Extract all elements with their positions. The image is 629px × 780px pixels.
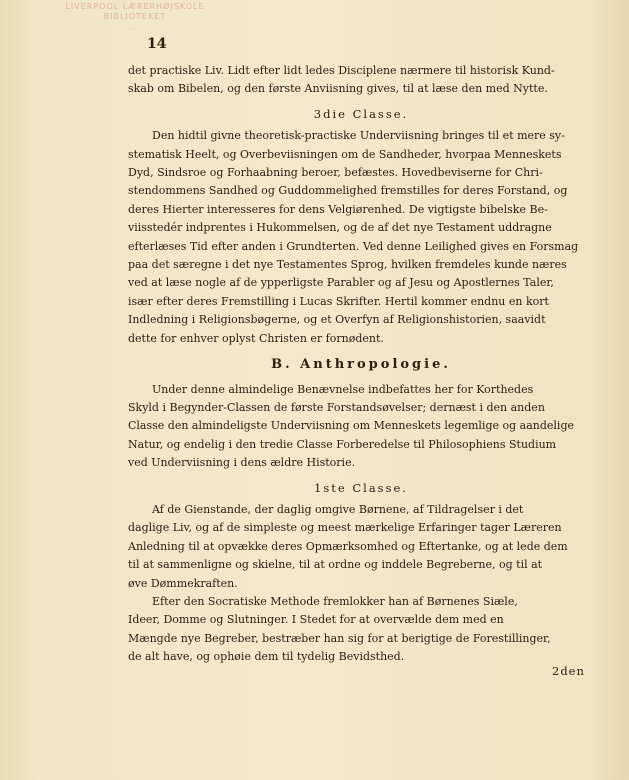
page-number: 14 bbox=[147, 36, 167, 52]
catchword: 2den bbox=[552, 664, 585, 678]
section-heading-anthropologie: B. Anthropologie. bbox=[271, 357, 451, 373]
body-line: især efter deres Fremstilling i Lucas Skrifter. Hertil kommer endnu en kort bbox=[128, 294, 549, 308]
body-line: Af de Gienstande, der daglig omgive Børnene, af Tildragelser i det bbox=[152, 502, 524, 516]
body-line: Den hidtil givne theoretisk-practiske Underviisning bringes til et mere sy- bbox=[152, 129, 565, 143]
body-line: Natur, og endelig i den tredie Classe Forberedelse til Philosophiens Studium bbox=[128, 437, 557, 451]
body-line: Efter den Socratiske Methode fremlokker han af Børnenes Siæle, bbox=[152, 594, 518, 608]
section-heading-1ste-classe: 1ste Classe. bbox=[314, 480, 408, 495]
body-line: Under denne almindelige Benævnelse indbefattes her for Korthedes bbox=[152, 382, 534, 396]
body-line: deres Hierter interesseres for dens Velgiørenhed. De vigtigste bibelske Be- bbox=[128, 202, 548, 216]
body-line: de alt have, og ophøie dem til tydelig Bevidsthed. bbox=[128, 650, 405, 664]
body-line: paa det særegne i det nye Testamentes Sprog, hvilken fremdeles kunde næres bbox=[128, 258, 567, 272]
body-line: Mængde nye Begreber, bestræber han sig for at berigtige de Forestillinger, bbox=[128, 631, 551, 645]
body-line: Ideer, Domme og Slutninger. I Stedet for at overvælde dem med en bbox=[128, 613, 504, 627]
body-line: Dyd, Sindsroe og Forhaabning beroer, befæstes. Hovedbeviserne for Chri- bbox=[128, 166, 543, 180]
body-line: efterlæses Tid efter anden i Grundterten. Ved denne Leilighed gives en Forsmag bbox=[128, 239, 579, 253]
body-line: dette for enhver oplyst Christen er fornødent. bbox=[128, 331, 384, 345]
body-line: Classe den almindeligste Underviisning om Menneskets legemlige og aandelige bbox=[128, 419, 574, 433]
body-line: daglige Liv, og af de simpleste og meest mærkelige Erfaringer tager Læreren bbox=[128, 521, 562, 535]
body-line: Anledning til at opvække deres Opmærksomhed og Eftertanke, og at lede dem bbox=[128, 539, 568, 553]
body-line: skab om Bibelen, og den første Anviisning gives, til at læse den med Nytte. bbox=[128, 82, 548, 96]
body-line: stendommens Sandhed og Guddommelighed fremstilles for deres Forstand, og bbox=[128, 184, 568, 198]
library-stamp: LIVERPOOL LÆRERHØJSKOLE BIBLIOTEKET ... bbox=[65, 2, 205, 31]
body-line: ved at læse nogle af de ypperligste Parabler og af Jesu og Apostlernes Taler, bbox=[128, 276, 554, 290]
page-body bbox=[128, 62, 594, 667]
section-heading-3die-classe: 3die Classe. bbox=[313, 106, 409, 121]
body-line: det practiske Liv. Lidt efter lidt ledes Disciplene nærmere til historisk Kund- bbox=[128, 64, 555, 77]
body-line: Indledning i Religionsbøgerne, og et Overfyn af Religionshistorien, saavidt bbox=[128, 313, 546, 327]
body-line: ved Underviisning i dens ældre Historie. bbox=[128, 456, 356, 470]
body-line: til at sammenligne og skielne, til at ordne og inddele Begreberne, og til at bbox=[128, 558, 543, 572]
body-line: stematisk Heelt, og Overbeviisningen om de Sandheder, hvorpaa Menneskets bbox=[128, 147, 562, 161]
body-line: viisstedér indprentes i Hukommelsen, og de af det nye Testament uddragne bbox=[128, 221, 552, 235]
body-line: øve Dømmekraften. bbox=[128, 576, 238, 590]
body-line: Skyld i Begynder-Classen de første Forstandsøvelser; dernæst i den anden bbox=[128, 400, 545, 414]
